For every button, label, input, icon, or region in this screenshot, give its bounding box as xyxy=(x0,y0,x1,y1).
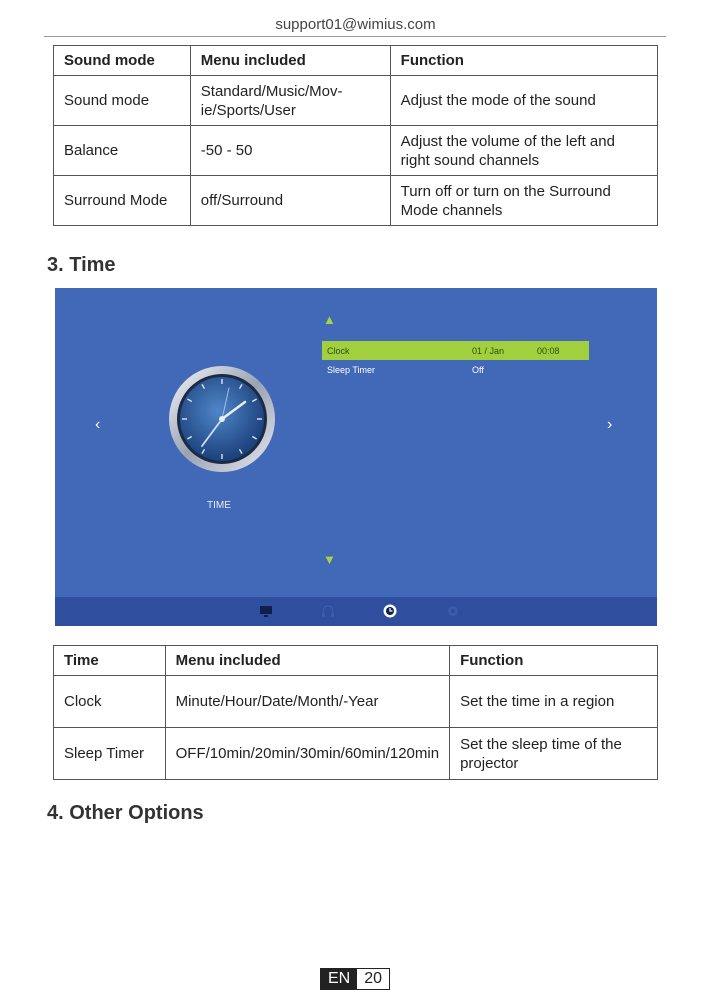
table-cell: Adjust the mode of the sound xyxy=(390,76,657,126)
sound-settings-table xyxy=(53,45,658,226)
column-header: Menu included xyxy=(165,646,449,676)
table-cell: Surround Mode xyxy=(54,176,191,226)
table-cell: OFF/10min/20min/30min/60min/120min xyxy=(165,728,449,780)
table-row xyxy=(54,76,658,126)
column-header: Function xyxy=(390,46,657,76)
table-cell: Clock xyxy=(54,676,166,728)
clock-icon xyxy=(167,364,277,474)
section-title-time: 3. Time xyxy=(47,254,116,276)
menu-item-date: 01 / Jan xyxy=(472,346,505,356)
table-cell: Turn off or turn on the Surround Mode channels xyxy=(390,176,657,226)
menu-item-label: Clock xyxy=(327,346,350,356)
table-cell: Balance xyxy=(54,126,191,176)
option-icon[interactable] xyxy=(446,604,460,618)
table-row xyxy=(54,728,658,780)
picture-icon[interactable] xyxy=(259,604,273,618)
left-arrow-icon[interactable]: ‹ xyxy=(95,416,101,433)
table-cell: Sound mode xyxy=(54,76,191,126)
time-menu-screenshot xyxy=(55,288,657,626)
table-row xyxy=(54,176,658,226)
menu-item-label: Sleep Timer xyxy=(327,365,376,375)
table-cell: Adjust the volume of the left and right sound channels xyxy=(390,126,657,176)
header-divider xyxy=(44,36,666,37)
table-header-row xyxy=(54,46,658,76)
column-header: Menu included xyxy=(190,46,390,76)
up-arrow-icon[interactable]: ▲ xyxy=(323,312,336,327)
column-header: Sound mode xyxy=(54,46,191,76)
table-cell: Set the sleep time of the projector xyxy=(450,728,658,780)
right-arrow-icon[interactable]: › xyxy=(607,416,613,433)
page-footer xyxy=(320,968,390,990)
table-cell: Standard/Music/Mov-ie/Sports/User xyxy=(190,76,390,126)
menu-tab-bar xyxy=(55,597,657,626)
table-row xyxy=(54,126,658,176)
table-cell: -50 - 50 xyxy=(190,126,390,176)
column-header: Time xyxy=(54,646,166,676)
sound-icon[interactable] xyxy=(321,604,335,618)
menu-item-value: Off xyxy=(472,365,484,375)
menu-item-sleep-timer[interactable] xyxy=(322,360,589,379)
language-badge: EN xyxy=(321,969,357,989)
menu-item-clock[interactable] xyxy=(322,341,589,360)
table-row xyxy=(54,676,658,728)
table-cell: Set the time in a region xyxy=(450,676,658,728)
table-header-row xyxy=(54,646,658,676)
section-title-other-options: 4. Other Options xyxy=(47,802,204,824)
table-cell: off/Surround xyxy=(190,176,390,226)
page-label: TIME xyxy=(207,500,231,511)
table-cell: Sleep Timer xyxy=(54,728,166,780)
menu-item-time: 00:08 xyxy=(537,346,560,356)
page-header-email: support01@wimius.com xyxy=(275,16,436,33)
table-cell: Minute/Hour/Date/Month/-Year xyxy=(165,676,449,728)
down-arrow-icon[interactable]: ▼ xyxy=(323,552,336,567)
column-header: Function xyxy=(450,646,658,676)
page-number: 20 xyxy=(357,969,389,989)
time-settings-table xyxy=(53,645,658,780)
time-icon[interactable] xyxy=(383,604,397,618)
